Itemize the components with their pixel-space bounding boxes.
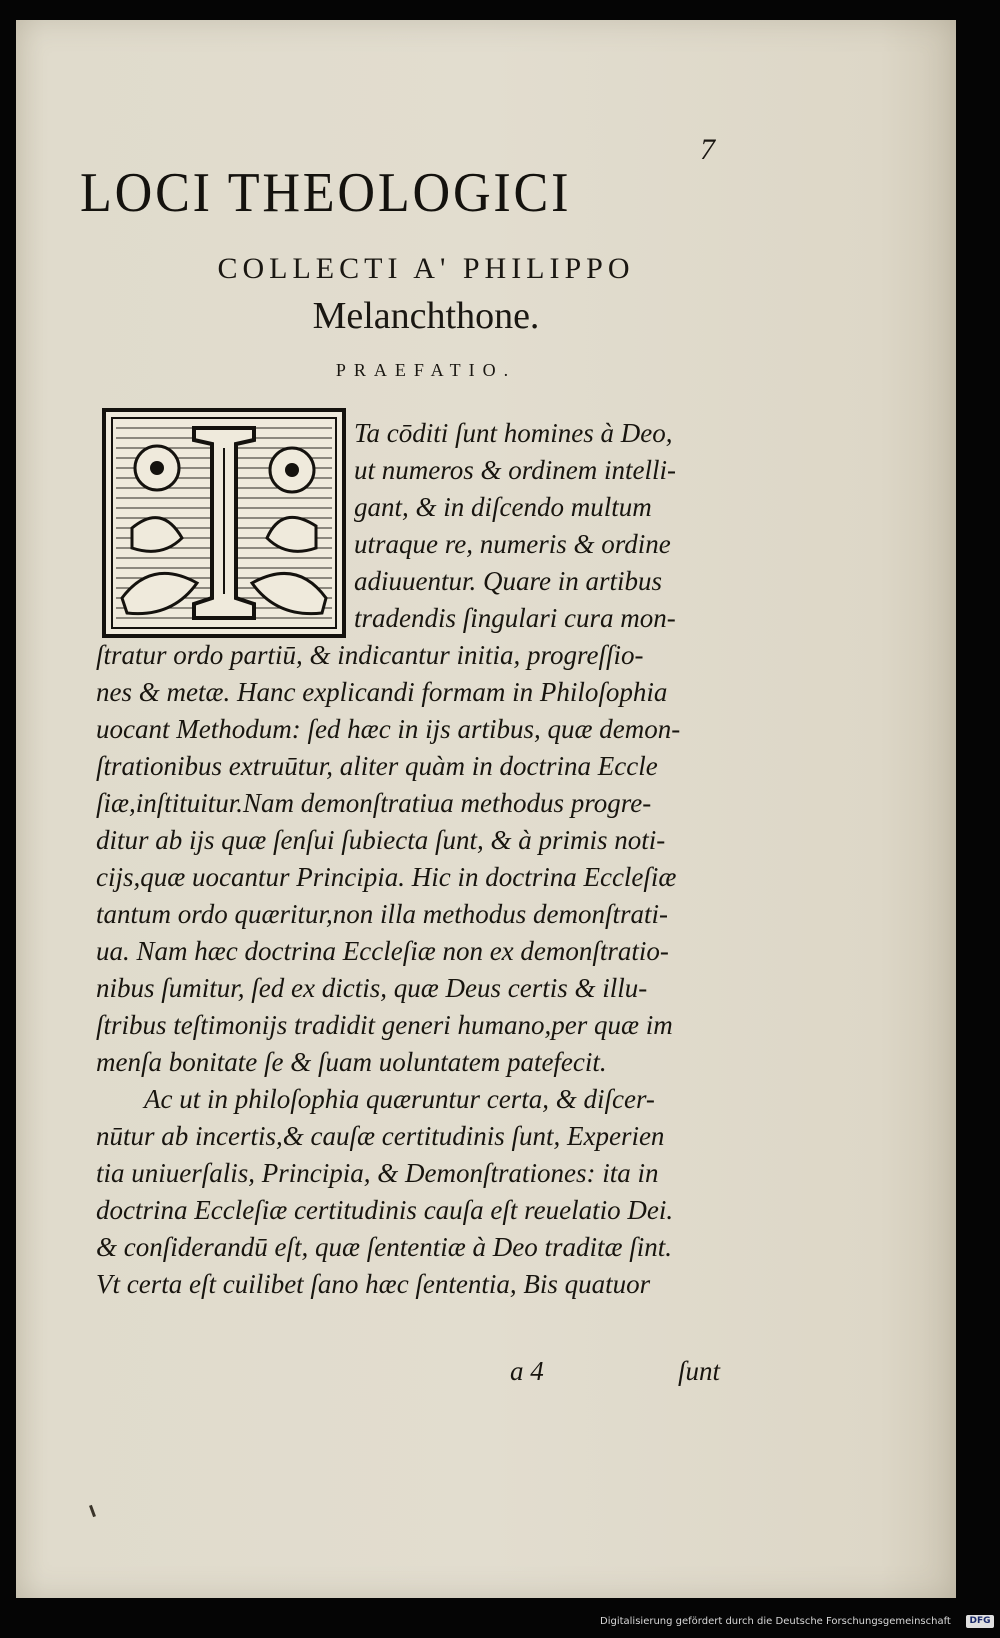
text-line: utraque re, numeris & ordine bbox=[354, 529, 671, 559]
text-line: Vt certa eſt cuilibet ſano hæc ſententia, Bis quatuor bbox=[96, 1269, 651, 1299]
text-line: nibus ſumitur, ſed ex dictis, quæ Deus certis & illu- bbox=[96, 973, 648, 1003]
text-line: tradendis ſingulari cura mon- bbox=[354, 603, 676, 633]
footer-credit: Digitalisierung gefördert durch die Deutsche Forschungsgemeinschaft bbox=[600, 1616, 951, 1627]
text-line: ſiæ,inſtituitur.Nam demonſtratiua methodus progre- bbox=[96, 788, 652, 818]
text-line: gant, & in diſcendo multum bbox=[354, 492, 652, 522]
text-line: tia uniuerſalis, Principia, & Demonſtrationes: ita in bbox=[96, 1158, 659, 1188]
text-line: & conſiderandū eſt, quæ ſententiæ à Deo traditæ ſint. bbox=[96, 1232, 672, 1262]
subtitle: COLLECTI A' PHILIPPO bbox=[217, 252, 635, 285]
text-line: uocant Methodum: ſed hæc in ijs artibus, quæ demon- bbox=[96, 714, 681, 744]
text-line: ſtrationibus extruūtur, aliter quàm in doctrina Eccle bbox=[96, 751, 658, 781]
text-line: Ac ut in philoſophia quæruntur certa, & diſcer- bbox=[144, 1084, 655, 1114]
author-name: Melanchthone. bbox=[312, 295, 540, 337]
text-line: ut numeros & ordinem intelli- bbox=[354, 455, 676, 485]
text-line: cijs,quæ uocantur Principia. Hic in doctrina Eccleſiæ bbox=[96, 862, 677, 892]
text-line: tantum ordo quæritur,non illa methodus demonſtrati- bbox=[96, 899, 669, 929]
text-line: nes & metæ. Hanc explicandi formam in Philoſophia bbox=[96, 677, 668, 707]
text-line: adiuuentur. Quare in artibus bbox=[354, 566, 663, 596]
text-line: menſa bonitate ſe & ſuam uoluntatem patefecit. bbox=[96, 1047, 607, 1077]
text-line: doctrina Eccleſiæ certitudinis cauſa eſt reuelatio Dei. bbox=[96, 1195, 674, 1225]
ink-mark bbox=[89, 1505, 96, 1517]
page-number: 7 bbox=[700, 133, 715, 166]
text-line: ſtratur ordo partiū, & indicantur initia, progreſſio- bbox=[96, 640, 644, 670]
signature-mark: a 4 bbox=[510, 1356, 544, 1386]
book-page bbox=[16, 20, 956, 1598]
catchword: ſunt bbox=[678, 1356, 721, 1386]
text-line: ditur ab ijs quæ ſenſui ſubiecta ſunt, & à primis noti- bbox=[96, 825, 666, 855]
text-line: nūtur ab incertis,& cauſæ certitudinis ſunt, Experien bbox=[96, 1121, 665, 1151]
dfg-logo: DFG bbox=[966, 1615, 994, 1628]
text-line: ſtribus teſtimonijs tradidit generi humano,per quæ im bbox=[96, 1010, 673, 1040]
section-heading: PRAEFATIO. bbox=[335, 360, 517, 380]
text-line: ua. Nam hæc doctrina Eccleſiæ non ex demonſtratio- bbox=[96, 936, 669, 966]
text-line: Ta cōditi ſunt homines à Deo, bbox=[354, 418, 673, 448]
page-title: LOCI THEOLOGICI bbox=[80, 162, 572, 224]
decorated-initial-i-icon bbox=[102, 408, 346, 638]
